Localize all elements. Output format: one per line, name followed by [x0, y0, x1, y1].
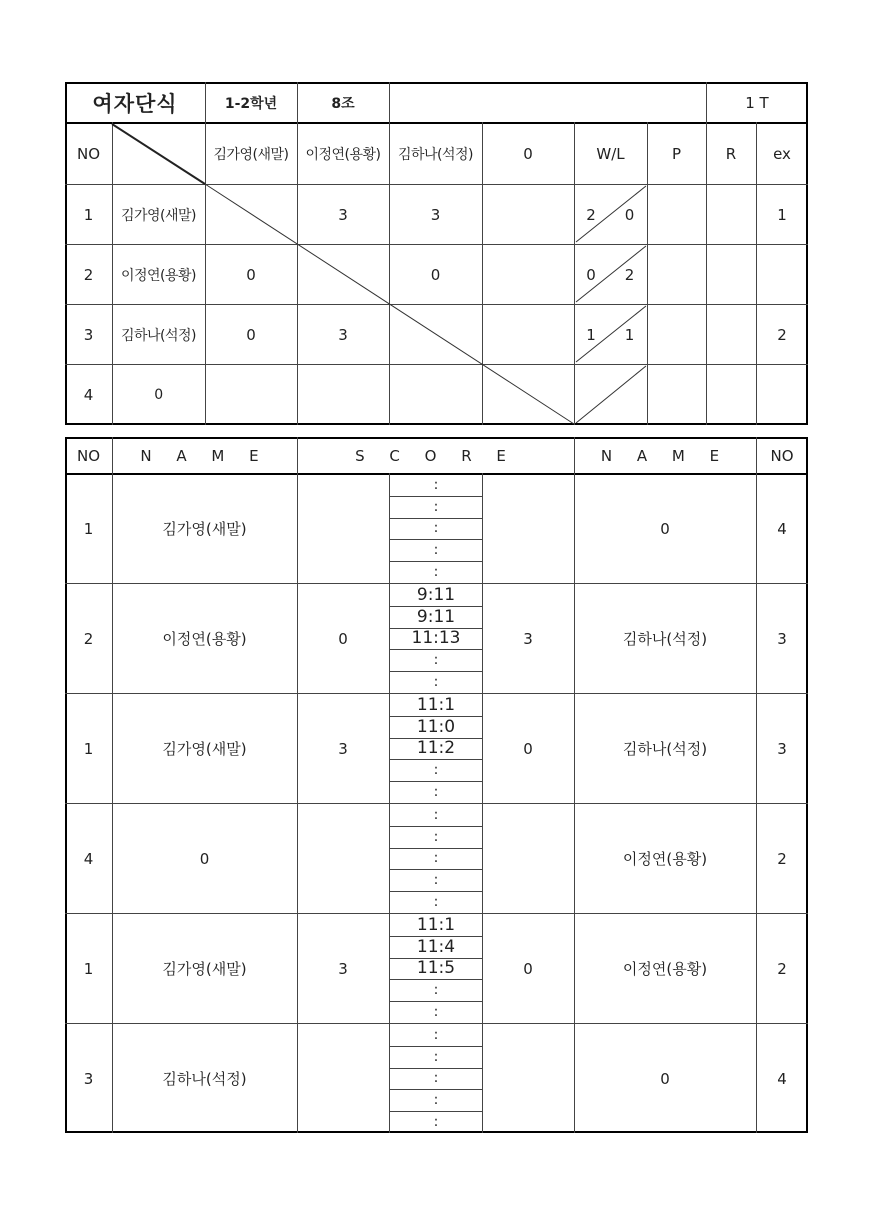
set-score: :: [433, 762, 439, 779]
set-score: :: [433, 1114, 439, 1131]
set-score: 11:1: [416, 914, 456, 935]
league-loss-count: 0: [624, 206, 635, 224]
match-score-right: [482, 474, 574, 583]
match-no-right: 3: [777, 629, 787, 648]
match-score-left: 3: [338, 959, 348, 978]
league-loss-count: [612, 366, 647, 424]
league-row-no: 2: [83, 266, 94, 284]
set-score: 11:4: [416, 936, 456, 957]
col-player-1: 김가영(새말): [213, 147, 289, 163]
match-col-no-left: NO: [76, 447, 101, 465]
match-score-left: 3: [338, 739, 348, 758]
set-score: :: [433, 542, 439, 559]
match-player-right: 이정연(용황): [622, 850, 708, 868]
league-cell-vs-2: 3: [338, 326, 348, 344]
match-player-right: 이정연(용황): [622, 960, 708, 978]
set-score: :: [433, 674, 439, 691]
league-points: [647, 366, 706, 424]
match-score-left: 0: [338, 629, 348, 648]
match-player-left: 0: [199, 849, 210, 868]
match-score-right: [482, 804, 574, 913]
league-points: [647, 246, 706, 304]
set-score: :: [433, 1092, 439, 1109]
league-cell-vs-1: 0: [246, 326, 256, 344]
league-win-count: [574, 366, 608, 424]
league-points: [647, 306, 706, 364]
set-score: :: [433, 520, 439, 537]
match-player-right: 0: [660, 519, 670, 538]
match-no-right: 3: [777, 739, 787, 758]
match-col-name-right: N A M E: [600, 447, 730, 465]
match-col-no-right: NO: [770, 447, 794, 465]
match-score-right: 0: [523, 739, 533, 758]
match-player-right: 0: [660, 1069, 670, 1088]
set-score: 11:2: [416, 738, 456, 759]
league-win-count: 1: [586, 326, 596, 344]
set-score: :: [433, 982, 439, 999]
match-col-name-left: N A M E: [140, 447, 269, 465]
league-cell-vs-3: 3: [430, 206, 441, 224]
league-cell-vs-4: [482, 246, 574, 304]
match-score-left: [297, 1024, 389, 1133]
col-player-2: 이정연(용황): [305, 147, 381, 163]
league-ex: [756, 246, 808, 304]
col-player-3: 김하나(석정): [397, 147, 474, 163]
match-score-right: 3: [523, 629, 533, 648]
set-score: :: [433, 564, 439, 581]
set-score: :: [433, 1070, 439, 1087]
match-player-right: 김하나(석정): [622, 630, 708, 648]
league-cell-vs-3: [389, 366, 482, 424]
league-ex: 2: [777, 326, 787, 344]
league-points: [647, 186, 706, 244]
league-row-name: 김가영(새말): [120, 208, 197, 224]
league-cell-vs-1: [205, 186, 297, 244]
col-wl: W/L: [596, 145, 625, 163]
col-player-4: 0: [523, 145, 533, 163]
league-row-no: 1: [83, 206, 94, 224]
col-r: R: [725, 145, 737, 163]
league-win-count: 2: [586, 206, 596, 224]
set-score: :: [433, 894, 439, 911]
match-score-right: 0: [523, 959, 533, 978]
league-loss-count: 2: [624, 266, 635, 284]
set-score: :: [433, 872, 439, 889]
set-score: 11:1: [416, 694, 456, 715]
league-cell-vs-4: [482, 306, 574, 364]
league-loss-count: 1: [624, 326, 635, 344]
match-score-left: [297, 804, 389, 913]
col-ex: ex: [773, 145, 791, 163]
league-rank: [706, 246, 756, 304]
set-score: :: [433, 476, 439, 493]
set-score: 11:13: [411, 628, 461, 649]
league-win-count: 0: [586, 266, 596, 284]
grade-label: 1-2학년: [224, 96, 278, 112]
set-score: 9:11: [416, 584, 456, 605]
match-no-left: 4: [83, 849, 94, 868]
league-cell-vs-2: [297, 366, 389, 424]
league-row-name: 0: [154, 387, 163, 403]
match-no-left: 1: [83, 959, 94, 978]
league-row-no: 3: [83, 326, 94, 344]
match-player-left: 이정연(용황): [162, 630, 247, 648]
match-player-right: 김하나(석정): [622, 740, 708, 758]
match-no-right: 4: [777, 519, 787, 538]
match-no-left: 2: [83, 629, 94, 648]
set-score: 11:5: [416, 958, 456, 979]
league-ex: 1: [777, 206, 787, 224]
match-player-left: 김가영(새말): [162, 520, 247, 538]
match-col-score: S C O R E: [355, 447, 516, 465]
match-player-left: 김하나(석정): [162, 1070, 247, 1088]
group-label: 8조: [331, 96, 355, 112]
league-cell-vs-2: 3: [338, 206, 348, 224]
set-score: :: [433, 1004, 439, 1021]
set-score: :: [433, 784, 439, 801]
set-score: :: [433, 652, 439, 669]
set-score: :: [433, 1026, 439, 1043]
match-no-right: 2: [777, 849, 787, 868]
league-cell-vs-1: 0: [246, 266, 256, 284]
league-row-name: 이정연(용황): [120, 268, 197, 284]
league-cell-vs-3: [389, 306, 482, 364]
league-row-no: 4: [83, 386, 94, 404]
set-score: :: [433, 498, 439, 515]
match-no-left: 3: [83, 1069, 94, 1088]
col-p: P: [671, 145, 682, 163]
match-score-left: [297, 474, 389, 583]
set-score: :: [433, 806, 439, 823]
league-rank: [706, 366, 756, 424]
league-cell-vs-2: [297, 246, 389, 304]
league-cell-vs-3: 0: [430, 266, 441, 284]
league-rank: [706, 186, 756, 244]
match-score-right: [482, 1024, 574, 1133]
table-number: 1 T: [745, 94, 769, 112]
league-row-name: 김하나(석정): [120, 328, 197, 344]
match-player-left: 김가영(새말): [162, 740, 247, 758]
match-no-left: 1: [83, 519, 94, 538]
event-title: 여자단식: [92, 92, 178, 116]
col-no: NO: [76, 145, 101, 163]
league-ex: [756, 366, 808, 424]
set-score: 11:0: [416, 716, 456, 737]
league-rank: [706, 306, 756, 364]
league-cell-vs-1: [205, 366, 297, 424]
league-cell-vs-4: [482, 366, 574, 424]
set-score: :: [433, 1048, 439, 1065]
match-player-left: 김가영(새말): [162, 960, 247, 978]
match-no-right: 4: [777, 1069, 787, 1088]
set-score: :: [433, 828, 439, 845]
set-score: :: [433, 850, 439, 867]
match-no-left: 1: [83, 739, 94, 758]
league-cell-vs-4: [482, 186, 574, 244]
set-score: 9:11: [416, 606, 456, 627]
match-no-right: 2: [777, 959, 787, 978]
